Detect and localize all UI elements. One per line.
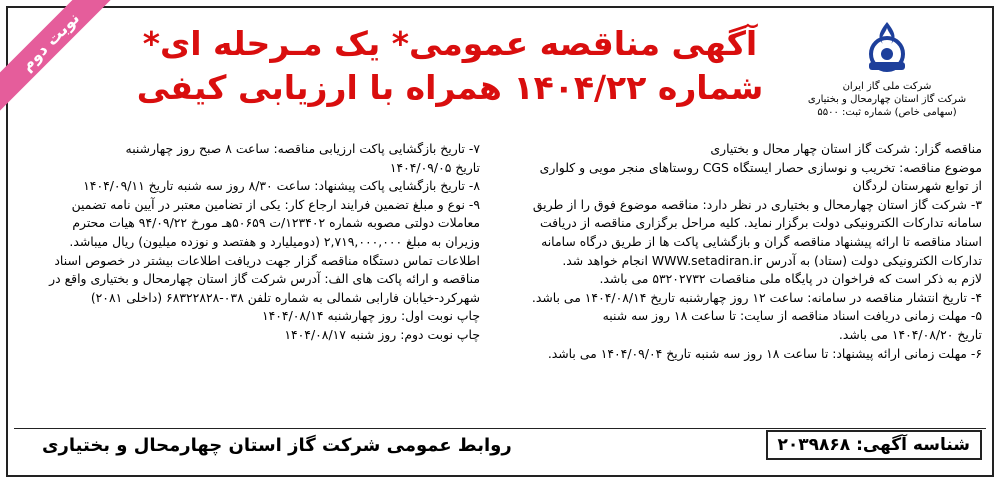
right-line: ۵- مهلت زمانی دریافت اسناد مناقصه از سایت: تا ساعت ۱۸ روز سه شنبه <box>602 308 982 324</box>
gas-company-logo-icon <box>857 18 917 76</box>
left-line: تاریخ ۱۴۰۴/۰۹/۰۵ <box>389 159 480 175</box>
footer-divider <box>14 428 986 429</box>
right-line: تدارکات الکترونیکی دولت (ستاد) به آدرس WWW.setadiran.ir انجام خواهد شد. <box>562 252 982 268</box>
right-line: موضوع مناقصه: تخریب و نوسازی حصار ایستگاه CGS روستاهای منجر مویی و کلواری <box>539 159 982 175</box>
left-line: معاملات دولتی مصوبه شماره ۱۲۳۴۰۲/ت ۵۰۶۵۹هـ مورخ ۹۴/۰۹/۲۲ هیات محترم <box>72 215 480 231</box>
company-logo-block <box>792 18 982 119</box>
left-line: مناقصه و ارائه پاکت های الف: آدرس شرکت گاز استان چهارمحال و بختیاری واقع در <box>49 271 480 287</box>
left-line: اطلاعات تماس دستگاه مناقصه گزار جهت دریافت اطلاعات بیشتر در خصوص اسناد <box>54 252 480 268</box>
left-line: ۸- تاریخ بازگشایی پاکت پیشنهاد: ساعت ۸/۳۰ روز سه شنبه تاریخ ۱۴۰۴/۰۹/۱۱ <box>83 178 480 194</box>
left-line: چاپ نوبت اول: روز چهارشنبه ۱۴۰۴/۰۸/۱۴ <box>261 308 480 324</box>
right-line: مناقصه گزار: شرکت گاز استان چهار محال و بختیاری <box>710 141 982 156</box>
right-line: سامانه تدارکات الکترونیکی دولت برگزار نماید. کلیه مراحل برگزاری مناقصه از دریافت <box>539 215 982 231</box>
ad-id-box: شناسه آگهی: ۲۰۳۹۸۶۸ <box>766 430 982 460</box>
left-column <box>40 140 480 345</box>
right-line: تاریخ ۱۴۰۴/۰۸/۲۰ می باشد. <box>838 326 982 342</box>
right-line: از توابع شهرستان لردگان <box>852 178 982 194</box>
right-column <box>504 140 982 363</box>
logo-line-3: (سهامی خاص) شماره ثبت: ۵۵۰۰ <box>817 107 957 118</box>
left-line: ۹- نوع و مبلغ تضمین فرایند ارجاع کار: یکی از تضامین معتبر در آیین نامه تضمین <box>71 196 480 212</box>
corner-ribbon <box>0 0 130 130</box>
ad-headline <box>120 22 780 110</box>
right-line: ۳- شرکت گاز استان چهارمحال و بختیاری در نظر دارد: مناقصه موضوع فوق را از طریق <box>532 196 982 212</box>
headline-line-2: شماره ۱۴۰۴/۲۲ همراه با ارزیابی کیفی <box>136 68 764 107</box>
left-line: وزیران به مبلغ ۲,۷۱۹,۰۰۰,۰۰۰ (دومیلیارد و هفتصد و نوزده میلیون) ریال میباشد. <box>69 233 480 249</box>
right-line: ۴- تاریخ انتشار مناقصه در سامانه: ساعت ۱۲ روز چهارشنبه تاریخ ۱۴۰۴/۰۸/۱۴ می باشد. <box>531 289 982 305</box>
left-line: ۷- تاریخ بازگشایی پاکت ارزیابی مناقصه: ساعت ۸ صبح روز چهارشنبه <box>125 141 480 156</box>
issuer-signature: روابط عمومی شرکت گاز استان چهارمحال و بختیاری <box>42 435 512 456</box>
left-line: چاپ نوبت دوم: روز شنبه ۱۴۰۴/۰۸/۱۷ <box>284 326 480 342</box>
right-line: لازم به ذکر است که فراخوان در پایگاه ملی مناقصات ۵۳۲۰۲۷۳۲ می باشد. <box>599 271 982 287</box>
right-line: ۶- مهلت زمانی ارائه پیشنهاد: تا ساعت ۱۸ روز سه شنبه تاریخ ۱۴۰۴/۰۹/۰۴ می باشد. <box>547 345 982 361</box>
logo-line-1: شرکت ملی گاز ایران <box>842 81 932 92</box>
headline-line-1: آگهی مناقصه عمومی* یک مـرحله ای* <box>142 24 758 63</box>
right-line: اسناد مناقصه تا ارائه پیشنهاد مناقصه گران و بازگشایی پاکت ها از طریق درگاه سامانه <box>541 233 982 249</box>
logo-line-2: شرکت گاز استان چهارمحال و بختیاری <box>807 94 967 105</box>
second-publication-badge: نوبت دوم <box>0 0 123 115</box>
left-line: شهرکرد-خیابان فارابی شمالی به شماره تلفن ۰۳۸-۶۸۳۲۲۸۲۸ (داخلی ۲۰۸۱) <box>90 289 480 305</box>
